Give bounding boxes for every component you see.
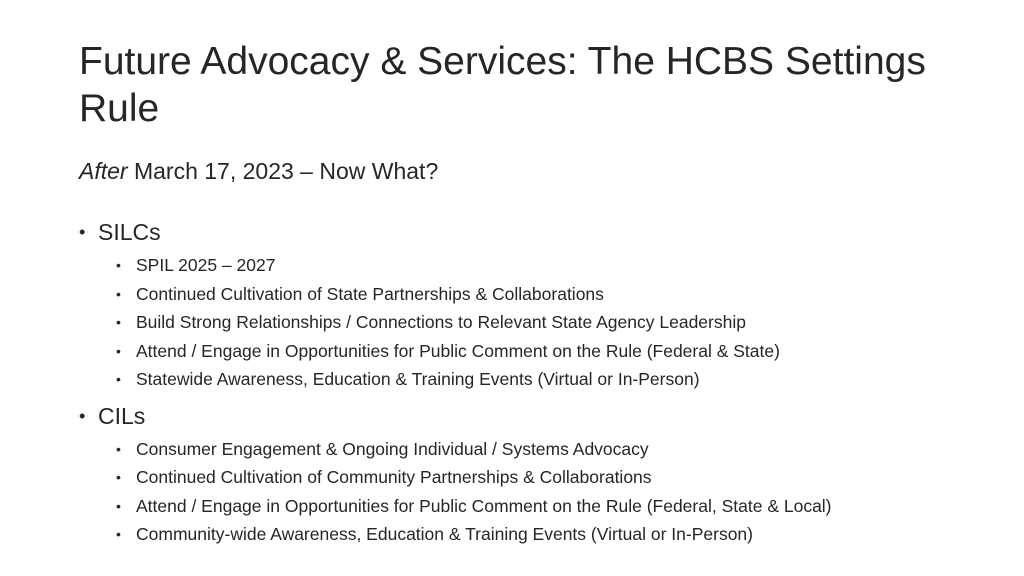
bullet-icon: • <box>79 405 86 426</box>
list-item-text: Attend / Engage in Opportunities for Public Comment on the Rule (Federal, State & Local) <box>136 495 832 516</box>
bullet-icon: • <box>116 526 121 542</box>
section-cils <box>79 401 979 549</box>
bullet-icon: • <box>116 342 121 359</box>
bullet-icon: • <box>116 469 121 485</box>
subtitle-text: March 17, 2023 – Now What? <box>127 158 439 184</box>
sub-bullet-list <box>79 251 979 394</box>
list-item-text: Attend / Engage in Opportunities for Public Comment on the Rule (Federal & State) <box>136 340 780 361</box>
slide-subtitle <box>79 156 438 186</box>
section-heading <box>79 401 979 431</box>
bullet-icon: • <box>116 285 121 302</box>
list-item <box>79 463 979 492</box>
bullet-icon: • <box>116 314 121 330</box>
list-item-text: Continued Cultivation of State Partnerships & Collaborations <box>136 283 604 304</box>
section-silcs <box>79 217 979 394</box>
section-heading-label: CILs <box>98 402 146 429</box>
slide-title: Future Advocacy & Services: The HCBS Settings Rule <box>79 40 926 130</box>
sub-bullet-list <box>79 435 979 549</box>
list-item <box>79 251 979 280</box>
list-item <box>79 492 979 521</box>
list-item-text: Build Strong Relationships / Connections to Relevant State Agency Leadership <box>136 312 746 332</box>
list-item-text: Continued Cultivation of Community Partnerships & Collaborations <box>136 467 652 487</box>
list-item-text: Statewide Awareness, Education & Training Events (Virtual or In-Person) <box>136 369 700 389</box>
bullet-icon: • <box>116 497 121 514</box>
bullet-icon: • <box>116 257 121 273</box>
list-item-text: Consumer Engagement & Ongoing Individual / Systems Advocacy <box>136 438 649 459</box>
bullet-icon: • <box>116 371 121 387</box>
list-item <box>79 337 979 366</box>
bullet-icon: • <box>116 440 121 457</box>
list-item <box>79 308 979 337</box>
bullet-content <box>79 217 979 549</box>
list-item <box>79 435 979 464</box>
list-item <box>79 280 979 309</box>
list-item-text: SPIL 2025 – 2027 <box>136 255 276 275</box>
section-heading-label: SILCs <box>98 219 161 245</box>
list-item <box>79 520 979 549</box>
subtitle-emphasis: After <box>79 158 128 184</box>
bullet-icon: • <box>79 222 86 242</box>
list-item-text: Community-wide Awareness, Education & Training Events (Virtual or In-Person) <box>136 524 753 544</box>
list-item <box>79 365 979 394</box>
section-heading <box>79 217 979 247</box>
